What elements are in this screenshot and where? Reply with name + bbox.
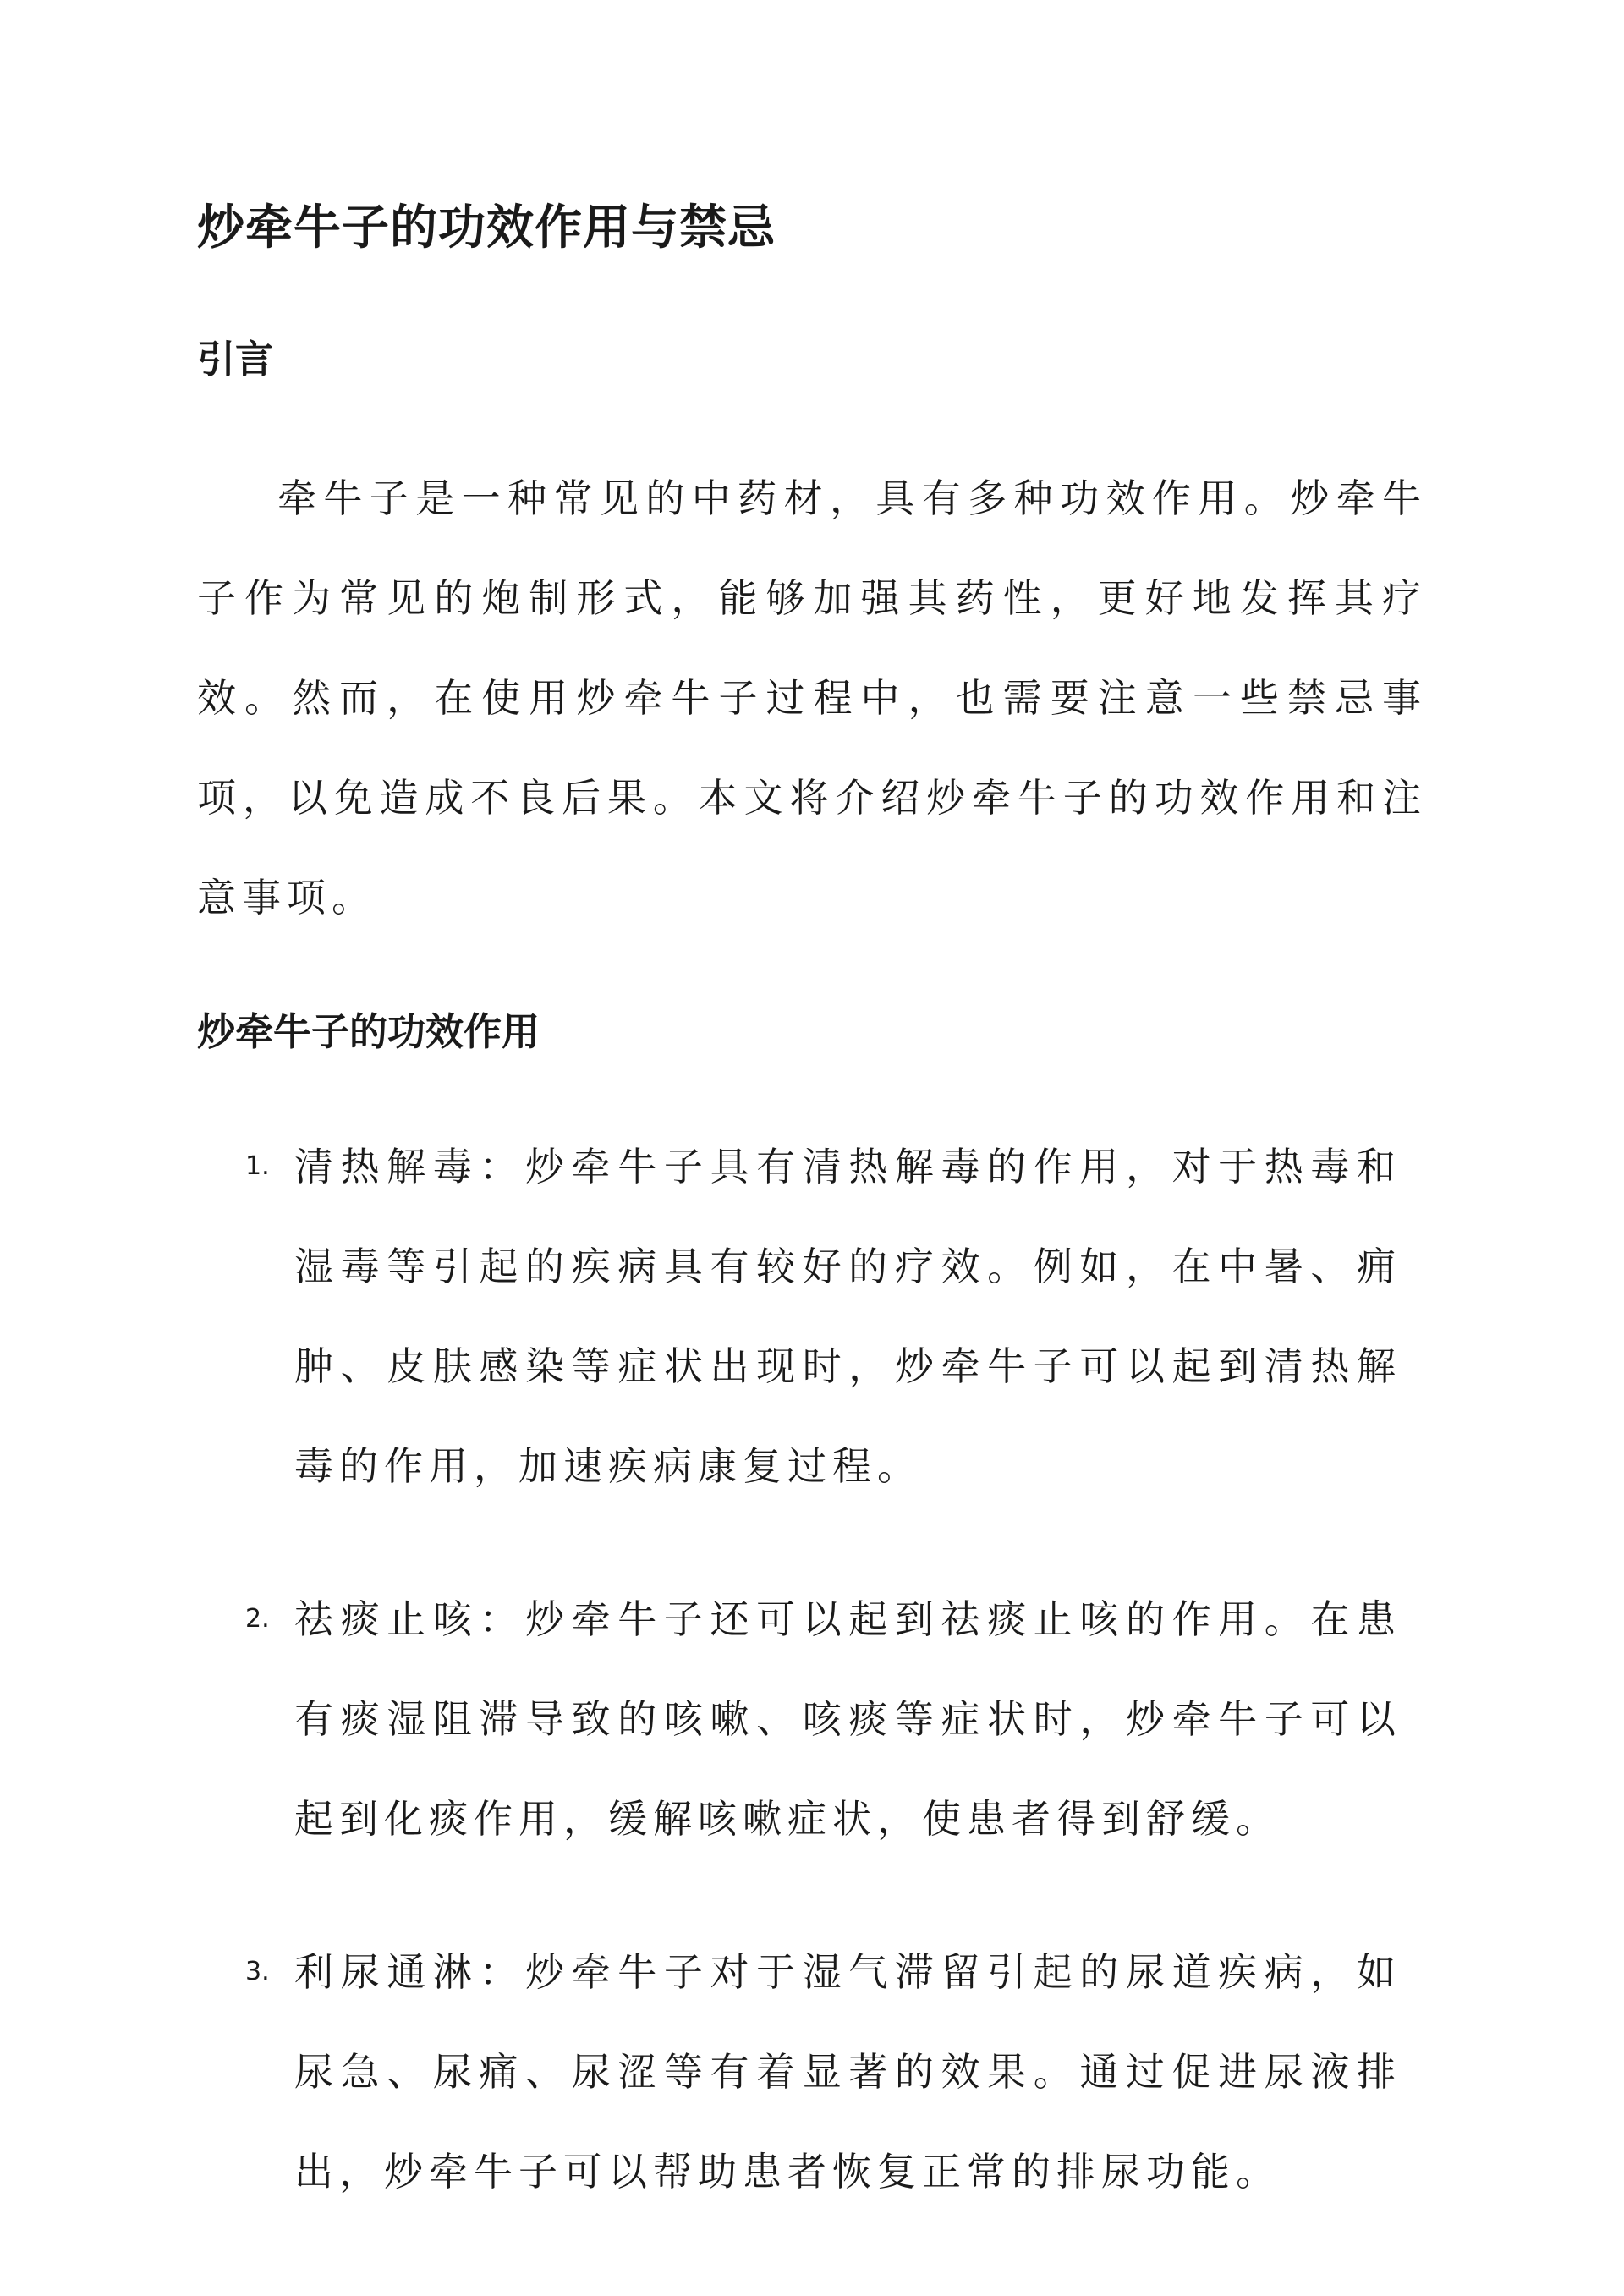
effects-list-item xyxy=(197,1922,1427,2222)
page-title: 炒牵牛子的功效作用与禁忌 xyxy=(197,200,776,255)
list-item-text: 清热解毒：炒牵牛子具有清热解毒的作用，对于热毒和湿毒等引起的疾病具有较好的疗效。例如，在中暑、痈肿、皮肤感染等症状出现时，炒牵牛子可以起到清热解毒的作用，加速疾病康复过程。 xyxy=(294,1144,1402,1489)
list-item-number: 2. xyxy=(245,1604,270,1634)
list-item-text: 利尿通淋：炒牵牛子对于湿气滞留引起的尿道疾病，如尿急、尿痛、尿涩等有着显著的效果。通过促进尿液排出，炒牵牛子可以帮助患者恢复正常的排尿功能。 xyxy=(294,1949,1402,2194)
list-item-text: 祛痰止咳：炒牵牛子还可以起到祛痰止咳的作用。在患有痰湿阻滞导致的咳嗽、咳痰等症状时，炒牵牛子可以起到化痰作用，缓解咳嗽症状，使患者得到舒缓。 xyxy=(294,1596,1402,1842)
list-item-number: 1. xyxy=(245,1151,270,1181)
effects-list xyxy=(197,1117,1427,2222)
effects-list-item xyxy=(197,1117,1427,1516)
list-item-number: 3. xyxy=(245,1957,270,1986)
effects-heading: 炒牵牛子的功效作用 xyxy=(197,1009,540,1054)
effects-list-item xyxy=(197,1569,1427,1869)
intro-paragraph: 牵牛子是一种常见的中药材，具有多种功效作用。炒牵牛子作为常见的炮制形式，能够加强其药性，更好地发挥其疗效。然而，在使用炒牵牛子过程中，也需要注意一些禁忌事项，以免造成不良后果。本文将介绍炒牵牛子的功效作用和注意事项。 xyxy=(197,475,1427,920)
intro-heading: 引言 xyxy=(197,337,274,382)
